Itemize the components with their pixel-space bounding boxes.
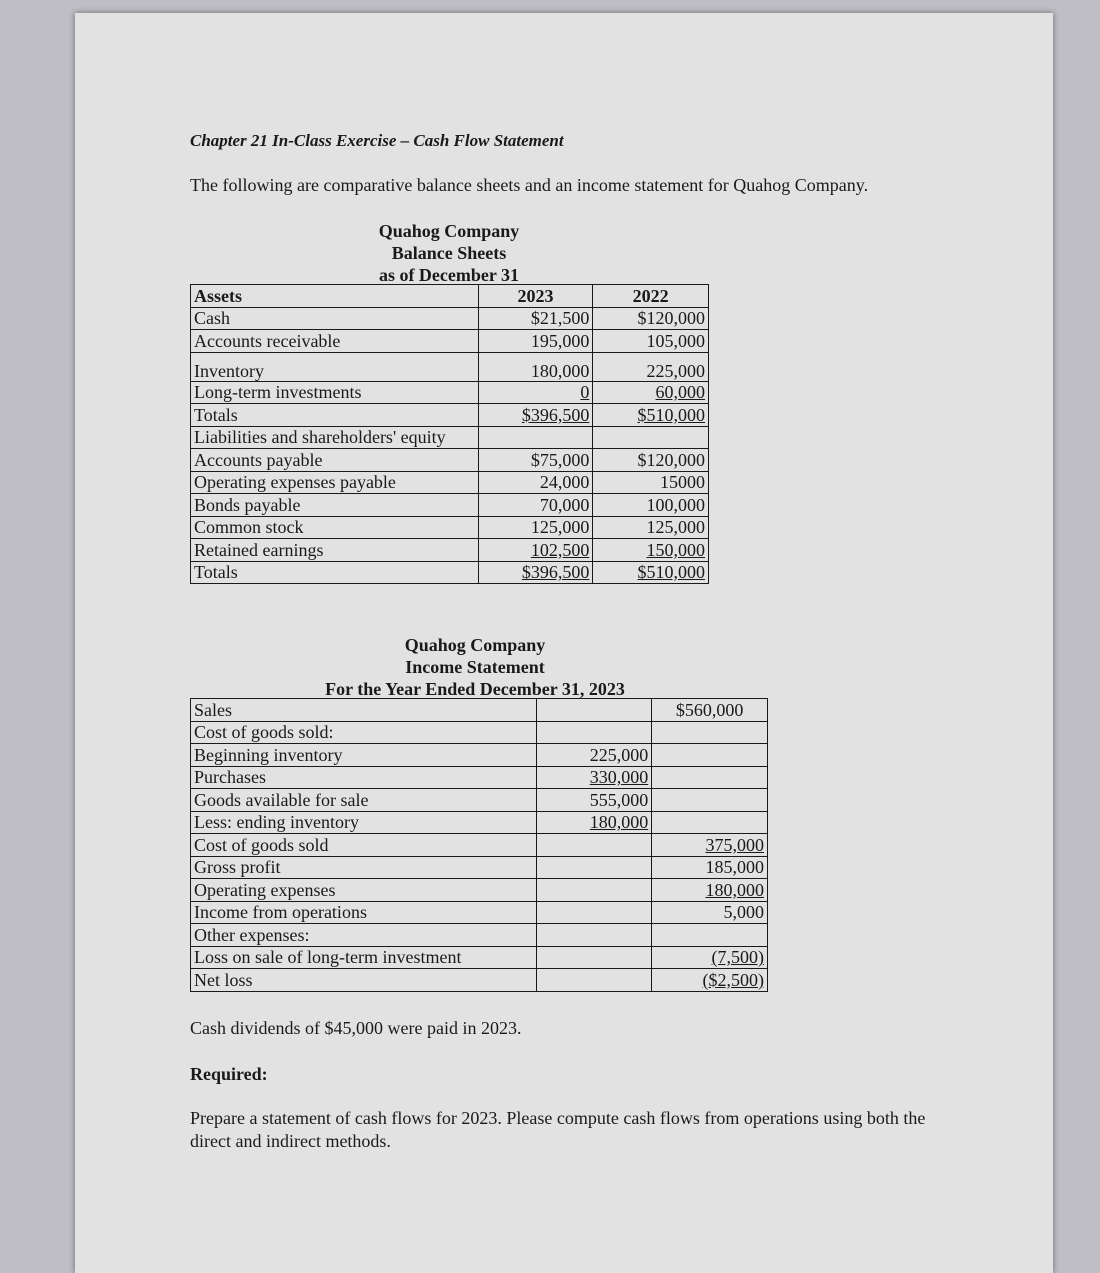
amount-col2: ($2,500) [702, 969, 764, 990]
table-row [191, 561, 709, 584]
row-label: Accounts payable [191, 449, 479, 472]
amount-col2: $560,000 [652, 699, 768, 722]
document-page [75, 13, 1053, 1273]
amount-col2: 185,000 [652, 856, 768, 879]
amount-col2: 5,000 [652, 901, 768, 924]
amount-col1: 555,000 [536, 789, 652, 812]
row-label: Common stock [191, 516, 479, 539]
row-label: Operating expenses payable [191, 471, 479, 494]
year-2023-header: 2023 [478, 285, 593, 308]
amount-col2: (7,500) [711, 947, 764, 968]
table-row [191, 449, 709, 472]
table-row [191, 744, 768, 767]
amount-col1: 180,000 [589, 812, 649, 833]
value-2023: 180,000 [478, 352, 593, 381]
document-title: Chapter 21 In-Class Exercise – Cash Flow Statement [190, 131, 564, 150]
row-label: Long-term investments [191, 381, 479, 404]
section-label: Cost of goods sold: [191, 721, 537, 744]
value-2023: 195,000 [478, 330, 593, 353]
row-label: Accounts receivable [191, 330, 479, 353]
row-label: Net loss [191, 969, 537, 992]
table-row [191, 856, 768, 879]
income-statement-title: Income Statement [405, 657, 545, 677]
table-row [191, 494, 709, 517]
amount-col1 [536, 699, 652, 722]
table-row [191, 404, 709, 427]
row-label: Retained earnings [191, 539, 479, 562]
balance-sheet-date: as of December 31 [378, 265, 520, 285]
table-row [191, 834, 768, 857]
amount-col1 [536, 856, 652, 879]
amount-col1 [536, 901, 652, 924]
amount-col2 [652, 744, 768, 767]
table-row [191, 699, 768, 722]
year-2022-header: 2022 [593, 285, 709, 308]
amount-col1 [536, 834, 652, 857]
amount-col2 [652, 924, 768, 947]
table-row [191, 721, 768, 744]
amount-col2 [652, 721, 768, 744]
row-label: Beginning inventory [191, 744, 537, 767]
income-statement-period: For the Year Ended December 31, 2023 [325, 679, 625, 699]
table-row [191, 471, 709, 494]
balance-sheet-company: Quahog Company [378, 221, 520, 241]
amount-col1: 330,000 [589, 767, 649, 788]
value-2022: 150,000 [646, 539, 705, 560]
table-row [191, 307, 709, 330]
table-row [191, 946, 768, 969]
value-2022: 60,000 [655, 382, 705, 403]
assets-header: Assets [191, 285, 479, 308]
row-label: Purchases [191, 766, 537, 789]
row-label: Goods available for sale [191, 789, 537, 812]
value-2022 [593, 426, 709, 449]
table-row [191, 539, 709, 562]
value-2023: 102,500 [530, 539, 590, 560]
section-label: Other expenses: [191, 924, 537, 947]
required-instructions: Prepare a statement of cash flows for 2023. Please compute cash flows from operations using both the direct and indirect methods. [190, 1108, 926, 1151]
row-label: Inventory [191, 352, 479, 381]
amount-col2: 375,000 [705, 834, 764, 855]
section-label: Liabilities and shareholders' equity [191, 426, 479, 449]
amount-col1 [536, 969, 652, 992]
intro-text: The following are comparative balance sheets and an income statement for Quahog Company. [190, 175, 869, 195]
balance-sheet-table [190, 284, 709, 584]
amount-col1 [536, 879, 652, 902]
value-2022: $120,000 [593, 449, 709, 472]
row-label: Income from operations [191, 901, 537, 924]
amount-col1 [536, 946, 652, 969]
balance-sheet-title: Balance Sheets [391, 243, 507, 263]
amount-col2: 180,000 [705, 879, 764, 900]
value-2023: $21,500 [478, 307, 593, 330]
income-statement-table [190, 698, 768, 992]
table-row [191, 516, 709, 539]
table-row [191, 924, 768, 947]
value-2023 [478, 426, 593, 449]
row-label: Sales [191, 699, 537, 722]
table-row [191, 352, 709, 381]
table-row [191, 330, 709, 353]
table-row [191, 789, 768, 812]
row-label: Cost of goods sold [191, 834, 537, 857]
amount-col2 [652, 766, 768, 789]
value-2022: $510,000 [637, 404, 705, 425]
value-2023: 0 [580, 382, 590, 403]
row-label: Totals [191, 561, 479, 584]
value-2023: $75,000 [478, 449, 593, 472]
value-2022: 15000 [593, 471, 709, 494]
value-2023: 24,000 [478, 471, 593, 494]
value-2022: 125,000 [593, 516, 709, 539]
required-heading: Required: [190, 1064, 268, 1084]
amount-col1 [536, 924, 652, 947]
amount-col1: 225,000 [536, 744, 652, 767]
value-2022: 225,000 [593, 352, 709, 381]
table-row [191, 426, 709, 449]
row-label: Totals [191, 404, 479, 427]
table-row [191, 766, 768, 789]
dividends-note: Cash dividends of $45,000 were paid in 2023. [190, 1018, 522, 1038]
row-label: Loss on sale of long-term investment [191, 946, 537, 969]
value-2023: $396,500 [521, 404, 590, 425]
table-header-row [191, 285, 709, 308]
amount-col1 [536, 721, 652, 744]
table-row [191, 879, 768, 902]
table-row [191, 901, 768, 924]
value-2022: 100,000 [593, 494, 709, 517]
row-label: Less: ending inventory [191, 811, 537, 834]
row-label: Cash [191, 307, 479, 330]
row-label: Operating expenses [191, 879, 537, 902]
table-row [191, 969, 768, 992]
value-2023: 70,000 [478, 494, 593, 517]
value-2023: 125,000 [478, 516, 593, 539]
income-statement-company: Quahog Company [404, 635, 546, 655]
value-2022: $510,000 [637, 562, 705, 583]
table-row [191, 381, 709, 404]
amount-col2 [652, 811, 768, 834]
amount-col2 [652, 789, 768, 812]
value-2023: $396,500 [521, 562, 590, 583]
value-2022: $120,000 [593, 307, 709, 330]
row-label: Gross profit [191, 856, 537, 879]
table-row [191, 811, 768, 834]
value-2022: 105,000 [593, 330, 709, 353]
row-label: Bonds payable [191, 494, 479, 517]
